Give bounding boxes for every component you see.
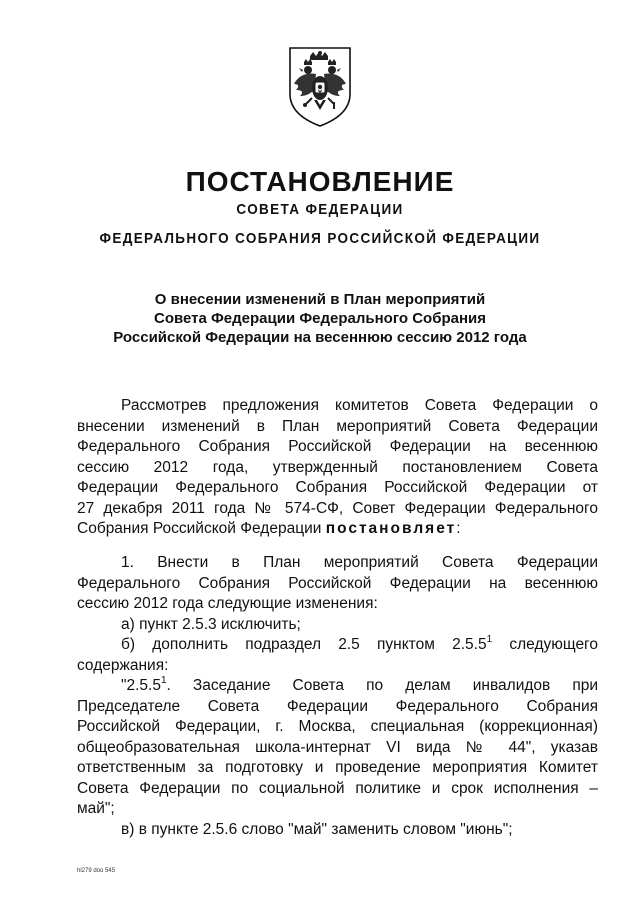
text-fragment: Собрания Российской Федерации [77,520,322,537]
double-headed-eagle-icon [286,44,354,128]
text-fragment: б) дополнить подраздел 2.5 пунктом 2.5.5 [121,636,487,653]
text-line: 27 декабря 2011 года № 574-СФ, Совет Федерации Федерального [77,499,598,517]
document-footer-code: hl279 doo 545 [77,868,116,874]
preamble-paragraph [77,396,598,540]
heading-line: Совета Федерации Федерального Собрания [153,310,487,327]
text-line: Федерального Собрания Российской Федерации на весеннюю [77,574,598,592]
superscript: 1 [160,674,167,686]
resolution-heading [0,290,640,347]
text-line: Федерального Собрания Российской Федерации на весеннюю [77,438,598,455]
text-line: май"; [77,800,115,817]
text-line: Рассмотрев предложения комитетов Совета Федерации о [121,397,598,414]
text-line: внесении изменений в План мероприятий Совета Федерации [77,417,598,435]
decree-colon: : [456,520,461,537]
text-line: 1. Внести в План мероприятий Совета Федерации [121,554,598,571]
decree-word: постановляет [325,520,457,537]
text-line: Председателе Совета Федерации Федерального Собрания [77,697,598,715]
text-line: Федерации Федерального Собрания Российской Федерации от [77,479,598,496]
subitem-b [77,635,598,656]
text-line: Российской Федерации, г. Москва, специальная (коррекционная) [77,718,598,735]
text-line: содержания: [77,656,169,674]
text-line: ответственным за подготовку и проведение мероприятия Комитет [77,759,598,776]
superscript: 1 [486,633,493,645]
coat-of-arms-emblem [286,44,354,128]
heading-line: О внесении изменений в План мероприятий [154,291,486,308]
text-line: Совета Федерации по социальной политике и срок исполнения – [77,779,598,797]
subitem-a: а) пункт 2.5.3 исключить; [121,615,301,633]
heading-line: Российской Федерации на весеннюю сессию 2012 года [113,329,527,346]
text-fragment: . Заседание Совета по делам инвалидов при [166,677,598,694]
document-type-title: ПОСТАНОВЛЕНИЕ [185,166,455,197]
text-fragment: "2.5.5 [121,677,161,694]
issuer-title-line-2: ФЕДЕРАЛЬНОГО СОБРАНИЯ РОССИЙСКОЙ ФЕДЕРАЦИИ [99,230,541,247]
text-line: общеобразовательная школа-интернат VI вида № 44", указав [77,738,598,756]
quoted-item-start [77,676,598,697]
text-line: сессию 2012 года следующие изменения: [77,595,378,612]
text-line-decree [77,519,598,540]
issuer-title-line-1: СОВЕТА ФЕДЕРАЦИИ [236,201,404,218]
text-fragment: следующего [492,636,598,653]
text-line: сессию 2012 года, утвержденный постановлением Совета [77,458,598,476]
item-1-paragraph [77,553,598,840]
subitem-c: в) в пункте 2.5.6 слово "май" заменить словом "июнь"; [121,820,513,838]
